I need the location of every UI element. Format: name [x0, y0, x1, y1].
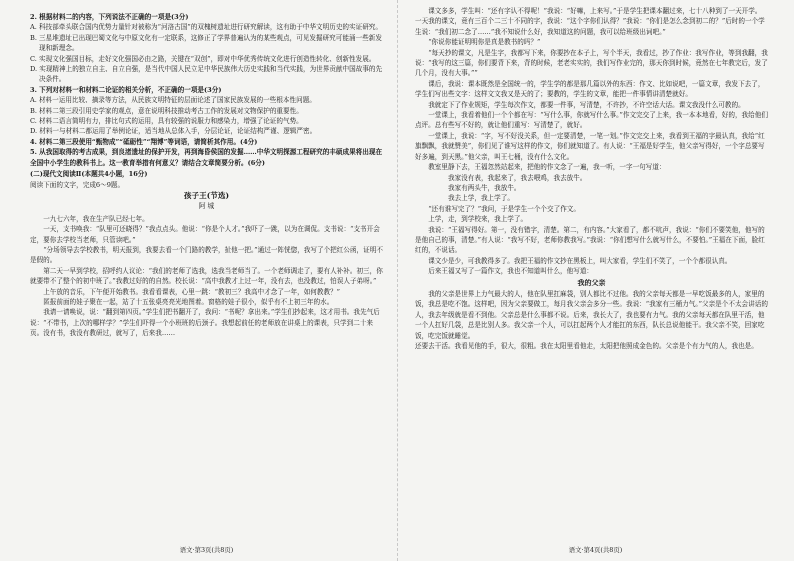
story-paragraph: 上学，走，到学校来，我上学了。: [428, 215, 528, 224]
story-paragraph: 后来王福又写了一篇作文，我也不知道叫什么，他写道：: [428, 267, 594, 276]
quoted-composition-line: 我家有两头牛，我放牛。: [448, 183, 521, 192]
story-paragraph: “每天抄的课文，凡是生字，我都写下来，你要抄在本子上，写个半天，我看过，抄了作业：我写作业，等到我翻，我说：“我写的这三篇，你们要背下来，背的时候，老老实实的，我们写作业完的，那天你到时候，竟然在七年教完后，发了几个月，没有大事。””: [415, 48, 768, 78]
right-page: [397, 0, 794, 561]
section-instruction: 阅读下面的文字，完成6～9题。: [30, 180, 125, 189]
story-paragraph: 我说：“王福写得好。第一，没有错字，清楚。第二，有内容。”大家看了，都不吭声，我说：“你们不要笑他，他写的是他自己的事，清楚。”有人说：“我写不好，老师你教我写。”我说：“你们想写什么就写什么，不要怕。”王福在下面，脸红红的，不说话。: [415, 225, 765, 255]
question-3-option-c: C. 材料二语言简明有力，排比句式的运用，具有较强的说服力和感染力，增强了论证的气势。: [30, 117, 303, 126]
question-3-stem: 3. 下列对材料一和材料二论证的相关分析，不正确的一项是(3分): [30, 85, 222, 94]
story-paragraph: “你说你能证明明你是真是教书的吗？”: [428, 38, 541, 47]
story-paragraph: 我请一请唤说，说：“翻到第四页。”学生们把书翻开了，我问：“书呢？拿出来。”学生们抄起来，这才用书。我先气后说：“不带书，上次的哪样学？”学生们吓得一个小班班的后颈子。我想起前任的老师放在讲桌上的课表，只学到二十来页。没有书，我没有教研过，就写了，后来我……: [30, 308, 380, 338]
quoted-composition-line: 我去上学，我上学了。: [448, 194, 514, 203]
story-paragraph: 一天，支书唤我：“队里可还晓得？”我点点头。他说：“你是个人才。”我吓了一跳，以为在调侃。支书说：“支书开会定，要你去学校当老师，只管读吧。”: [30, 225, 380, 244]
question-2-option-d: D. 实现精神上的独立自主、自立自强，是当代中国人民立足中华民族伟大历史实践和当代实践，为世界贡献中国故事的先决条件。: [30, 65, 383, 84]
page-footer-right: 语文·第4页(共8页): [568, 545, 623, 554]
question-5: 5. 从我国取得的考古成果，到良渚遗址的保护开发，再到海昏侯国的发掘……中华文明探源工程研究的丰硕成果将出现在全国中小学生的教科书上。这一教育举措有何意义？请结合文章简要分析。(6分): [30, 148, 383, 167]
question-2-stem: 2. 根据材料二的内容，下列说法不正确的一项是(3分): [30, 13, 189, 21]
page-footer-left: 语文·第3页(共8页): [179, 545, 234, 554]
essay-title: 我的父亲: [577, 277, 606, 287]
story-paragraph: 一九七六年，我在生产队已经七年。: [43, 214, 149, 223]
story-paragraph: 我就定下了作业规矩，学生每次作文，都要一件事，写清楚，不许抄，不许空话大话。课文我没什么可教的。: [428, 100, 745, 109]
story-author: 阿 城: [198, 202, 215, 211]
story-paragraph: 匿报前面的娃子聚在一起，站了十五张桌亮亮光地图着。窗格的娃子很小，似乎有不上初三年的水。: [43, 297, 334, 306]
question-4: 4. 材料二第三段使用“甄物成”“砥砺性”“翔博”等词语，请简析其作用。(4分): [30, 137, 258, 146]
essay-paragraph: 还要去干活。我看见他的手，很大，很粗。我在太阳里看他走，太阳把他照成金色的。父亲是个有力气的人，我也是。: [415, 342, 758, 350]
question-3-option-a: A. 材料一运用比较、摘录等方法，从民族文明特征的层面论述了国家民族发展的一些根本性问题。: [30, 96, 316, 105]
question-3-option-d: D. 材料一与材料二都运用了举例论证，适当地从总体入手，分层论证，论证结构严谨、逻辑严密。: [30, 127, 317, 136]
section-heading: (二)现代文阅读Ⅱ(本题共4小题，16分): [30, 170, 148, 179]
story-paragraph: 教室里静下去，王福忽然站起来，把他的作文念了一遍，我一听，一字一句写道：: [428, 163, 666, 172]
story-title: 孩子王(节选): [183, 190, 230, 200]
story-paragraph: 一堂课上，我说：“字，写不好没关系，但一定要清楚，一笔一划。”作文完交上来，我看到王福的字最认真，我给“红旗飘飘，我就赞美”，你们见了谁写这样的作文，你们就知道了。有人说：“王福是好学生，他父亲写得好，一个字总要写好多遍，到天黑。”他父亲，叫王七桶，没有什么文化。: [415, 131, 765, 161]
story-paragraph: “还有谁写完了？”我问，于是学生一个个交了作文。: [428, 204, 580, 213]
story-paragraph: 课文多多，学生叫：“还有字认不得呢！”我说：“好嘛，上来写。”于是学生把课本翻过来，七十八种到了一天开学。一天我的课文，竟有三百个二三十不同的字，我说：“这个字你们认得？”我说：“你们是怎么念到初二的？”后时的一个学生说：“我们初二念了……”我不知说什么好，我知道这的问题，我可以给班级出词吧。”: [415, 7, 765, 36]
story-paragraph: 课后，我说：课本既然是全国统一的，学生学的都是那几篇以外的东西：作文、比如说吧，一篇文章，我发下去了，学生们写出些文字：这样文文我又是天的了；要教的，学生的文章，能把一件事情讲清楚就好。: [415, 79, 765, 99]
question-2-option-a: A. 科技部牵头联合国内优势力量针对被称为“河洛古国”的双槐树遗址进行研究解读，这有助于中华文明历史的实证研究。: [30, 23, 382, 32]
story-paragraph: 上午放的音乐，下午便开始教书。我看看课表，心里一跳：“教初三？我高中才念了一年，如何教教？”: [43, 287, 341, 296]
question-3-option-b: B. 材料二第三段引用史学家的观点，意在说明科技推动考古工作的发展对文物保护的重要性。: [30, 106, 303, 115]
essay-paragraph: 我的父亲是世界上力气最大的人，他在队里扛麻袋，别人都比不过他。我的父亲每天都是一早吃饭最多的人，家里的饭，我总是吃不饱。这样吧，因为父亲要做工，每月我父亲会多分一些。我说：“我家有三桶力气。”父亲是个不太会讲话的人，我去年级就是看不到他。父亲总是什么事都不说。后来，我长大了，我也要有力气。我的父亲每天都在队里干活，他一个人扛好几袋，总是比别人多。我父亲一个人，可以扛起两个人才能扛的东西，队长总说他能干。我父亲不笑，回家吃饭，吃完饭就睡觉。: [415, 289, 768, 340]
story-paragraph: 一堂课上，我看着他们一个个都在写：“写什么事，你就写什么事。”作文完交了上来，我一本本地看，好的，我给他们点评。总有些写不好的，就让他们重写：写清楚了，就好。: [415, 111, 768, 130]
story-paragraph: 第二天一早到学校，招呼约人议论：“我们的老师了选我，选我当老师当了。一个老师调走了，要有人补补。初三，你就要带不了整个的初中班了。”我教过好的的自然。校长说：“高中我教才上过一年，没有去，也没教过，怕误人子弟呀。”: [30, 266, 383, 286]
question-2-option-c: C. 实现文化强国目标，走好文化强国必由之路，关键在“双创”，即对中华优秀传统文化进行创造性转化、创新性发展。: [30, 54, 376, 63]
question-2-option-b: B. 三星堆遗址已出现巴蜀文化与中原文化有一定联系，这修正了学界普遍认为的某些观点，可见发掘研究可能涌一些新发现和新理念。: [30, 33, 382, 53]
story-paragraph: “分场领导去学校教书，明天报到，我要去看一个门路的教学，扯他一把。”通过一阵恍惚，我写了个把红公函，证明不是假的。: [30, 245, 383, 265]
quoted-composition-line: 我家没有表，我起来了，我去喂鸡，我去放牛。: [448, 173, 587, 182]
story-paragraph: 课文少是少，可我教得多了。我把王福的作文抄在黑板上，叫大家看，学生们不笑了，一个个都很认真。: [428, 256, 732, 265]
